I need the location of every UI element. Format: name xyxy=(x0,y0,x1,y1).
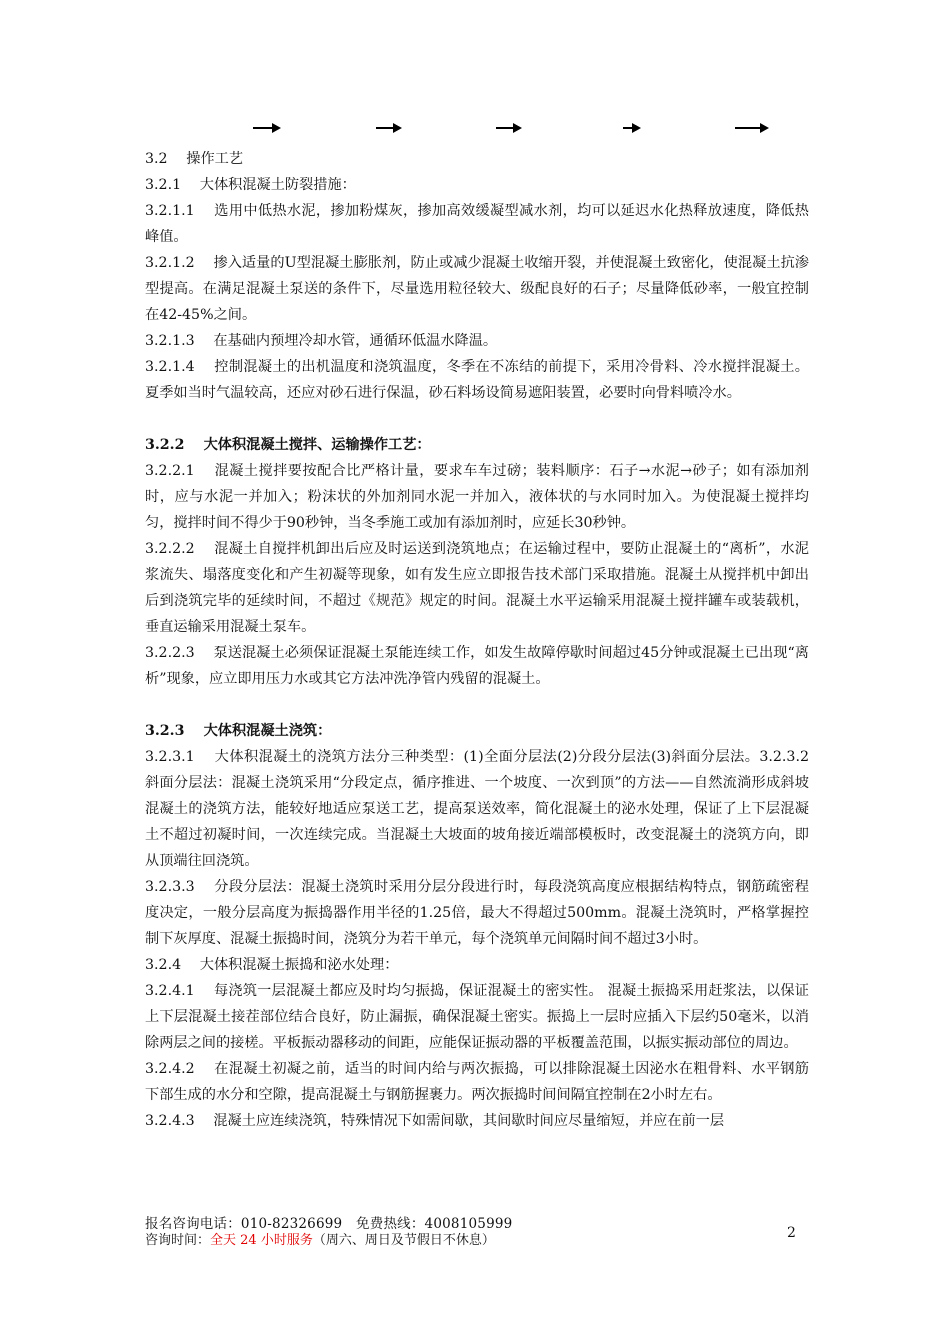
paragraph: 3.2.2.3 泵送混凝土必须保证混凝土泵能连续工作，如发生故障停歇时间超过45分钟或混凝土已出现“离析”现象，应立即用压力水或其它方法冲洗净管内残留的混凝土。 xyxy=(145,645,809,687)
flow-arrow-5 xyxy=(735,119,769,139)
body-text xyxy=(145,146,828,1134)
paragraph-spacer xyxy=(145,406,809,432)
paragraph: 3.2.1.3 在基础内预埋冷却水管，通循环低温水降温。 xyxy=(145,333,498,349)
paragraph: 3.2.4.3 混凝土应连续浇筑，特殊情况下如需间歇，其间歇时间应尽量缩短，并应在前一层 xyxy=(145,1113,725,1129)
section-heading: 3.2.4 大体积混凝土振捣和泌水处理： xyxy=(145,957,399,973)
section-heading: 3.2.3 大体积混凝土浇筑： xyxy=(145,723,332,739)
section-heading: 3.2 操作工艺 xyxy=(145,151,244,167)
paragraph: 3.2.3.3 分段分层法：混凝土浇筑时采用分层分段进行时，每段浇筑高度应根据结构特点，钢筋疏密程度决定，一般分层高度为振捣器作用半径的1.25倍，最大不得超过500mm。混凝土浇筑时，严格掌握控制下灰厚度、混凝土振捣时间，浇筑分为若干单元，每个浇筑单元间隔时间不超过3小时。 xyxy=(145,879,809,947)
flow-arrow-2 xyxy=(376,119,402,139)
paragraph: 3.2.3.1 大体积混凝土的浇筑方法分三种类型：(1)全面分层法(2)分段分层法(3)斜面分层法。3.2.3.2 斜面分层法：混凝土浇筑采用“分段定点，循序推进、一个坡度、一次到顶”的方法——自然流淌形成斜坡混凝土的浇筑方法，能较好地适应泵送工艺，提高泵送效率，简化混凝土的泌水处理，保证了上下层混凝土不超过初凝时间，一次连续完成。当混凝土大坡面的坡角接近端部模板时，改变混凝土的浇筑方向，即从顶端往回浇筑。 xyxy=(145,749,828,869)
paragraph: 3.2.1.2 掺入适量的U型混凝土膨胀剂，防止或减少混凝土收缩开裂，并使混凝土致密化，使混凝土抗渗型提高。在满足混凝土泵送的条件下，尽量选用粒径较大、级配良好的石子；尽量降低砂率，一般宜控制在42-45%之间。 xyxy=(145,255,809,323)
paragraph: 3.2.2.2 混凝土自搅拌机卸出后应及时运送到浇筑地点；在运输过程中，要防止混凝土的“离析”，水泥浆流失、塌落度变化和产生初凝等现象，如有发生应立即报告技术部门采取措施。混凝土从搅拌机中卸出后到浇筑完毕的延续时间，不超过《规范》规定的时间。混凝土水平运输采用混凝土搅拌罐车或装载机，垂直运输采用混凝土泵车。 xyxy=(145,541,809,635)
flow-arrow-row xyxy=(0,119,950,139)
section-heading: 3.2.2 大体积混凝土搅拌、运输操作工艺： xyxy=(145,437,431,453)
page-number: 2 xyxy=(787,1225,796,1241)
footer xyxy=(145,1216,809,1250)
footer-hours-highlight: 全天 24 小时服务 xyxy=(210,1233,313,1248)
footer-hours-line xyxy=(145,1232,809,1250)
section-heading: 3.2.1 大体积混凝土防裂措施： xyxy=(145,177,356,193)
flow-arrow-1 xyxy=(253,119,281,139)
footer-hours-prefix: 咨询时间： xyxy=(145,1233,211,1248)
flow-arrow-3 xyxy=(496,119,522,139)
paragraph: 3.2.1.4 控制混凝土的出机温度和浇筑温度，冬季在不冻结的前提下，采用冷骨料、冷水搅拌混凝土。夏季如当时气温较高，还应对砂石进行保温，砂石料场设简易遮阳装置，必要时向骨料喷冷水。 xyxy=(145,359,809,401)
paragraph: 3.2.2.1 混凝土搅拌要按配合比严格计量，要求车车过磅；装料顺序：石子→水泥→砂子；如有添加剂时，应与水泥一并加入；粉沫状的外加剂同水泥一并加入，液体状的与水同时加入。为使混凝土搅拌均匀，搅拌时间不得少于90秒钟，当冬季施工或加有添加剂时，应延长30秒钟。 xyxy=(145,463,809,531)
paragraph-spacer xyxy=(145,692,809,718)
paragraph: 3.2.1.1 选用中低热水泥，掺加粉煤灰，掺加高效缓凝型减水剂，均可以延迟水化热释放速度，降低热峰值。 xyxy=(145,203,809,245)
footer-hours-suffix: （周六、周日及节假日不休息） xyxy=(312,1233,495,1248)
paragraph: 3.2.4.1 每浇筑一层混凝土都应及时均匀振捣，保证混凝土的密实性。 混凝土振捣采用赶浆法，以保证上下层混凝土接茬部位结合良好，防止漏振，确保混凝土密实。振捣上一层时应插入下层约50毫米，以消除两层之间的接槎。平板振动器移动的间距，应能保证振动器的平板覆盖范围，以振实振动部位的周边。 xyxy=(145,983,809,1051)
footer-contact-line: 报名咨询电话：010-82326699 免费热线：4008105999 xyxy=(145,1216,513,1232)
paragraph: 3.2.4.2 在混凝土初凝之前，适当的时间内给与两次振捣，可以排除混凝土因泌水在粗骨料、水平钢筋下部生成的水分和空隙，提高混凝土与钢筋握裹力。两次振捣时间间隔宜控制在2小时左右。 xyxy=(145,1061,809,1103)
flow-arrow-4 xyxy=(623,119,641,139)
